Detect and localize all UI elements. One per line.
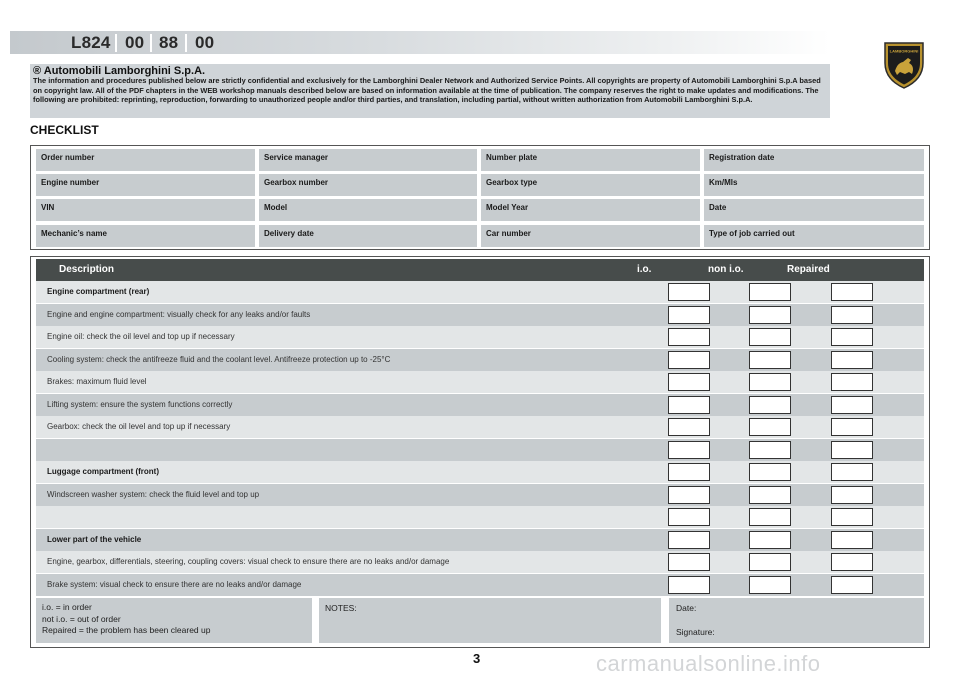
doc-code-part: 00 bbox=[125, 33, 145, 52]
check-item-label: Windscreen washer system: check the fluid level and top up bbox=[47, 489, 260, 499]
legend-line: Repaired = the problem has been cleared up bbox=[42, 625, 211, 635]
io-checkbox[interactable] bbox=[668, 283, 710, 301]
repaired-checkbox[interactable] bbox=[831, 531, 873, 549]
code-separator bbox=[115, 34, 117, 52]
non-io-checkbox[interactable] bbox=[749, 553, 791, 571]
repaired-checkbox[interactable] bbox=[831, 508, 873, 526]
non-io-checkbox[interactable] bbox=[749, 396, 791, 414]
repaired-checkbox[interactable] bbox=[831, 328, 873, 346]
info-field[interactable]: Type of job carried out bbox=[704, 225, 924, 247]
io-checkbox[interactable] bbox=[668, 531, 710, 549]
repaired-checkbox[interactable] bbox=[831, 351, 873, 369]
section-title: Luggage compartment (front) bbox=[47, 467, 159, 476]
non-io-checkbox[interactable] bbox=[749, 441, 791, 459]
io-checkbox[interactable] bbox=[668, 306, 710, 324]
info-field[interactable]: Model Year bbox=[481, 199, 700, 221]
repaired-checkbox[interactable] bbox=[831, 441, 873, 459]
table-row bbox=[36, 349, 924, 371]
section-title: Lower part of the vehicle bbox=[47, 534, 142, 544]
non-io-checkbox[interactable] bbox=[749, 508, 791, 526]
info-field[interactable]: Date bbox=[704, 199, 924, 221]
info-field[interactable]: Order number bbox=[36, 149, 255, 171]
table-row bbox=[36, 304, 924, 326]
info-field[interactable]: Gearbox type bbox=[481, 174, 700, 196]
io-checkbox[interactable] bbox=[668, 553, 710, 571]
info-field[interactable]: VIN bbox=[36, 199, 255, 221]
io-checkbox[interactable] bbox=[668, 351, 710, 369]
notes-box[interactable] bbox=[319, 598, 661, 643]
io-checkbox[interactable] bbox=[668, 441, 710, 459]
doc-code-part: 88 bbox=[159, 33, 179, 52]
io-checkbox[interactable] bbox=[668, 328, 710, 346]
info-field[interactable]: Delivery date bbox=[259, 225, 477, 247]
repaired-checkbox[interactable] bbox=[831, 486, 873, 504]
watermark: carmanualsonline.info bbox=[596, 651, 821, 676]
table-row bbox=[36, 529, 924, 551]
header-repaired: Repaired bbox=[787, 264, 830, 275]
page-number: 3 bbox=[473, 651, 481, 666]
logo-text: LAMBORGHINI bbox=[889, 48, 919, 54]
non-io-checkbox[interactable] bbox=[749, 351, 791, 369]
repaired-checkbox[interactable] bbox=[831, 576, 873, 594]
code-separator bbox=[150, 34, 152, 52]
legend-line: i.o. = in order bbox=[42, 602, 92, 612]
lamborghini-bull-shield-icon bbox=[883, 41, 925, 89]
table-row bbox=[36, 551, 924, 573]
non-io-checkbox[interactable] bbox=[749, 283, 791, 301]
doc-code-part: 00 bbox=[195, 33, 215, 52]
io-checkbox[interactable] bbox=[668, 396, 710, 414]
date-label: Date: bbox=[676, 603, 697, 613]
check-item-label: Gearbox: check the oil level and top up if necessary bbox=[47, 422, 231, 431]
info-field[interactable]: Car number bbox=[481, 225, 700, 247]
table-row bbox=[36, 484, 924, 506]
legend-box bbox=[36, 598, 312, 643]
io-checkbox[interactable] bbox=[668, 463, 710, 481]
non-io-checkbox[interactable] bbox=[749, 463, 791, 481]
io-checkbox[interactable] bbox=[668, 373, 710, 391]
header-non-io: non i.o. bbox=[708, 264, 744, 275]
info-field[interactable]: Engine number bbox=[36, 174, 255, 196]
check-item-label: Cooling system: check the antifreeze fluid and the coolant level. Antifreeze protection up to -25°C bbox=[47, 354, 391, 364]
non-io-checkbox[interactable] bbox=[749, 418, 791, 436]
notes-label: NOTES: bbox=[325, 603, 357, 613]
io-checkbox[interactable] bbox=[668, 418, 710, 436]
repaired-checkbox[interactable] bbox=[831, 553, 873, 571]
table-row bbox=[36, 281, 924, 303]
non-io-checkbox[interactable] bbox=[749, 306, 791, 324]
date-signature-box[interactable] bbox=[669, 598, 924, 643]
check-item-label: Brake system: visual check to ensure there are no leaks and/or damage bbox=[47, 579, 302, 589]
repaired-checkbox[interactable] bbox=[831, 283, 873, 301]
repaired-checkbox[interactable] bbox=[831, 396, 873, 414]
table-row bbox=[36, 439, 924, 461]
check-item-label: Engine, gearbox, differentials, steering, coupling covers: visual check to ensure there are no leaks and/or damage bbox=[47, 557, 450, 566]
doc-code-part: L824 bbox=[71, 33, 111, 52]
legend-line: not i.o. = out of order bbox=[42, 613, 121, 624]
info-field[interactable]: Service manager bbox=[259, 149, 477, 171]
table-row bbox=[36, 416, 924, 438]
legal-title: ® Automobili Lamborghini S.p.A. bbox=[33, 65, 206, 77]
table-row bbox=[36, 326, 924, 348]
non-io-checkbox[interactable] bbox=[749, 486, 791, 504]
non-io-checkbox[interactable] bbox=[749, 373, 791, 391]
table-row bbox=[36, 394, 924, 416]
check-item-label: Lifting system: ensure the system functions correctly bbox=[47, 399, 233, 409]
info-field[interactable]: Number plate bbox=[481, 149, 700, 171]
info-field[interactable]: Registration date bbox=[704, 149, 924, 171]
table-row bbox=[36, 371, 924, 393]
table-row bbox=[36, 461, 924, 483]
table-row bbox=[36, 574, 924, 596]
code-separator bbox=[185, 34, 187, 52]
info-field[interactable]: Mechanic’s name bbox=[36, 225, 255, 247]
header-description: Description bbox=[59, 264, 115, 275]
non-io-checkbox[interactable] bbox=[749, 328, 791, 346]
info-field[interactable]: Km/Mls bbox=[704, 174, 924, 196]
repaired-checkbox[interactable] bbox=[831, 463, 873, 481]
repaired-checkbox[interactable] bbox=[831, 373, 873, 391]
io-checkbox[interactable] bbox=[668, 576, 710, 594]
check-item-label: Brakes: maximum fluid level bbox=[47, 377, 147, 386]
section-title: Engine compartment (rear) bbox=[47, 287, 150, 296]
header-io: i.o. bbox=[637, 264, 652, 275]
check-item-label: Engine oil: check the oil level and top up if necessary bbox=[47, 332, 235, 341]
repaired-checkbox[interactable] bbox=[831, 306, 873, 324]
info-field[interactable]: Model bbox=[259, 199, 477, 221]
non-io-checkbox[interactable] bbox=[749, 576, 791, 594]
info-field[interactable]: Gearbox number bbox=[259, 174, 477, 196]
non-io-checkbox[interactable] bbox=[749, 531, 791, 549]
repaired-checkbox[interactable] bbox=[831, 418, 873, 436]
checklist-title: CHECKLIST bbox=[30, 123, 99, 137]
signature-label: Signature: bbox=[676, 626, 715, 637]
legal-text: The information and procedures published below are strictly confidential and exclusively for the Lamborghini Dealer Network and Authorized Service Points. All copyrights are property of Automobili Lamborghini S.p.A based on copyright law. All of the PDF chapters in the WEB workshop manuals described below are based on information available at the time of publication. The company reserves the right to make updates and modifications. The following are prohibited: reprinting, reproduction, forwarding to unauthorized people and/or third parties, and translation, including partial, without written authorization from Automobili Lamborghini S.p.A. bbox=[33, 76, 821, 105]
check-item-label: Engine and engine compartment: visually check for any leaks and/or faults bbox=[47, 309, 311, 319]
io-checkbox[interactable] bbox=[668, 508, 710, 526]
io-checkbox[interactable] bbox=[668, 486, 710, 504]
table-row bbox=[36, 506, 924, 528]
